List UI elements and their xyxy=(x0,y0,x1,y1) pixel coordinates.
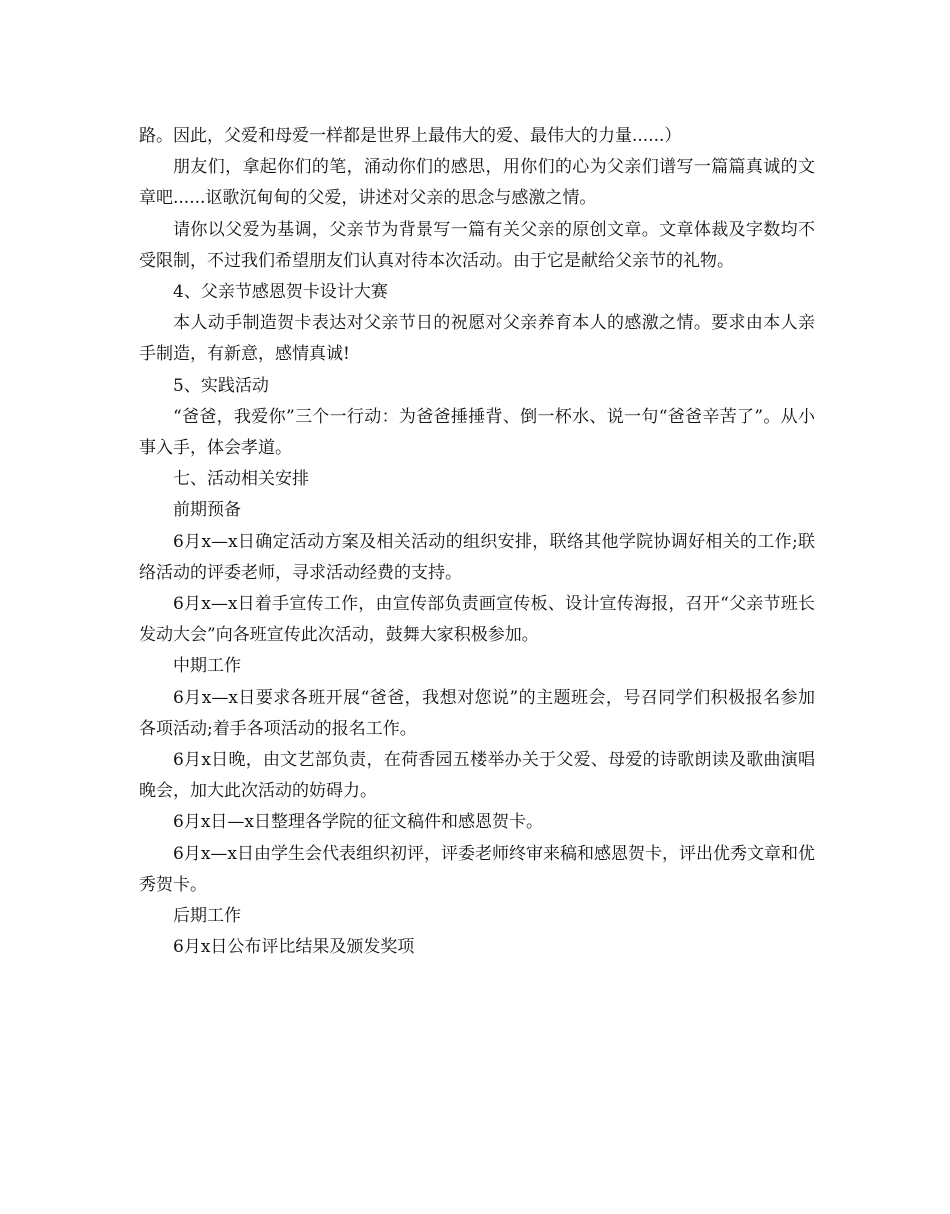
paragraph-preparation-publicity: 6月x—x日着手宣传工作，由宣传部负责画宣传板、设计宣传海报，召开“父亲节班长发动大会”向各班宣传此次活动，鼓舞大家积极参加。 xyxy=(139,594,815,646)
paragraph-essay-rules: 请你以父爱为基调，父亲节为背景写一篇有关父亲的原创文章。文章体裁及字数均不受限制，不过我们希望朋友们认真对待本次活动。由于它是献给父亲节的礼物。 xyxy=(139,219,815,271)
document-body xyxy=(139,121,815,963)
paragraph-midterm-classes: 6月x—x日要求各班开展“爸爸，我想对您说”的主题班会，号召同学们积极报名参加各项活动;着手各项活动的报名工作。 xyxy=(139,687,815,739)
paragraph-final-results: 6月x日公布评比结果及颁发奖项 xyxy=(173,937,415,958)
heading-final-work: 后期工作 xyxy=(173,906,241,927)
paragraph-continuation: 路。因此，父爱和母爱一样都是世界上最伟大的爱、最伟大的力量......） xyxy=(139,126,682,146)
heading-arrangements: 七、活动相关安排 xyxy=(173,469,309,490)
paragraph-midterm-review: 6月x—x日由学生会代表组织初评，评委老师终审来稿和感恩贺卡，评出优秀文章和优秀贺卡。 xyxy=(139,843,815,895)
paragraph-midterm-collect: 6月x日—x日整理各学院的征文稿件和感恩贺卡。 xyxy=(173,812,543,833)
paragraph-midterm-gala: 6月x日晚，由文艺部负责，在荷香园五楼举办关于父爱、母爱的诗歌朗读及歌曲演唱晚会，加大此次活动的妨碍力。 xyxy=(139,750,815,802)
heading-preparation: 前期预备 xyxy=(173,500,241,521)
paragraph-practice-activity: “爸爸，我爱你”三个一行动：为爸爸捶捶背、倒一杯水、说一句“爸爸辛苦了”。从小事入手，体会孝道。 xyxy=(139,406,815,459)
heading-card-contest: 4、父亲节感恩贺卡设计大赛 xyxy=(173,282,388,303)
heading-practice-activity: 5、实践活动 xyxy=(173,375,269,396)
paragraph-call-to-write: 朋友们，拿起你们的笔，涌动你们的感思，用你们的心为父亲们谱写一篇篇真诚的文章吧......讴歌沉甸甸的父爱，讲述对父亲的思念与感激之情。 xyxy=(139,157,815,209)
heading-midterm-work: 中期工作 xyxy=(173,656,241,677)
paragraph-card-contest: 本人动手制造贺卡表达对父亲节日的祝愿对父亲养育本人的感激之情。要求由本人亲手制造，有新意，感情真诚! xyxy=(139,313,815,365)
paragraph-preparation-plan: 6月x—x日确定活动方案及相关活动的组织安排，联络其他学院协调好相关的工作;联络活动的评委老师，寻求活动经费的支持。 xyxy=(139,531,815,583)
